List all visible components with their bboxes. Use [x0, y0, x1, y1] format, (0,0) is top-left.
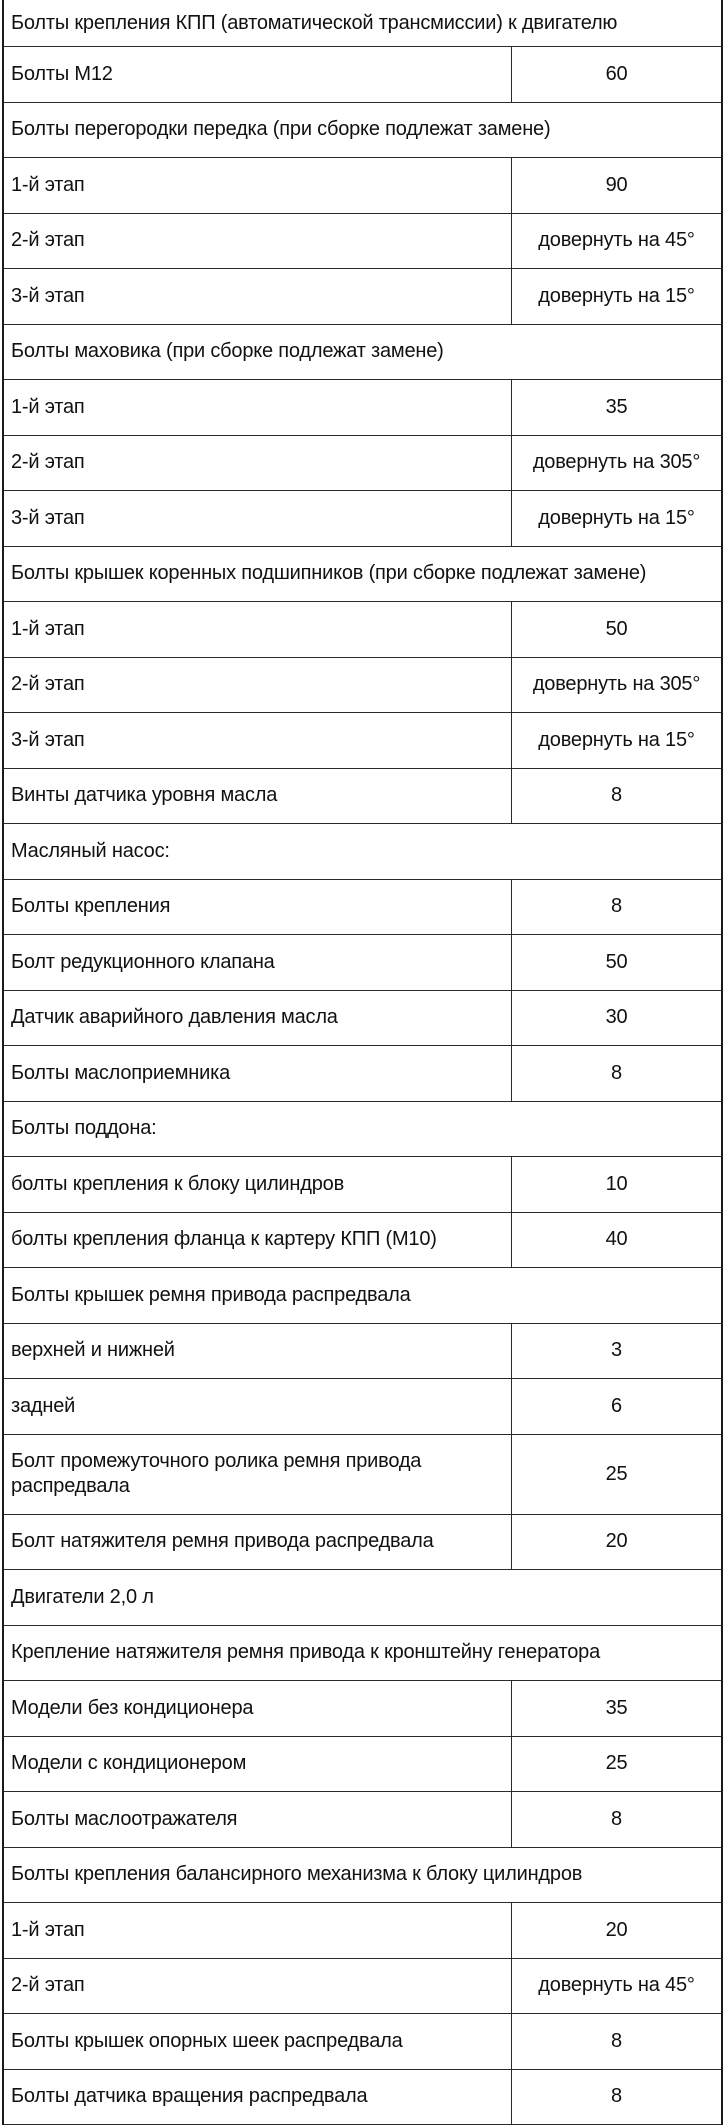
section-header-row: [4, 0, 721, 47]
section-header-row: [4, 1268, 721, 1324]
row-value: 8: [512, 1046, 721, 1101]
row-label: Болты крепления: [4, 880, 512, 935]
table-row: [4, 602, 721, 658]
row-label: 2-й этап: [4, 658, 512, 713]
section-header-label: Болты маховика (при сборке подлежат замене): [4, 325, 721, 380]
section-header-label: Болты крепления КПП (автоматической трансмиссии) к двигателю: [4, 0, 721, 46]
table-row: [4, 1681, 721, 1737]
section-header-label: Болты крышек ремня привода распредвала: [4, 1268, 721, 1323]
row-value: 50: [512, 602, 721, 657]
table-row: [4, 1435, 721, 1515]
section-header-row: [4, 103, 721, 159]
section-header-row: [4, 1102, 721, 1158]
section-header-label: Масляный насос:: [4, 824, 721, 879]
table-row: [4, 880, 721, 936]
table-row: [4, 1046, 721, 1102]
row-label: 1-й этап: [4, 380, 512, 435]
row-value: довернуть на 45°: [512, 1959, 721, 2014]
row-label: 1-й этап: [4, 158, 512, 213]
row-label: Болты датчика вращения распредвала: [4, 2070, 512, 2125]
section-header-label: Болты крепления балансирного механизма к блоку цилиндров: [4, 1848, 721, 1903]
table-row: [4, 2014, 721, 2070]
row-label: Модели с кондиционером: [4, 1737, 512, 1792]
row-label: Модели без кондиционера: [4, 1681, 512, 1736]
row-label: Болты маслоотражателя: [4, 1792, 512, 1847]
row-value: довернуть на 305°: [512, 658, 721, 713]
section-header-row: [4, 547, 721, 603]
row-label: 3-й этап: [4, 269, 512, 324]
row-label: 3-й этап: [4, 491, 512, 546]
row-label: 3-й этап: [4, 713, 512, 768]
row-label: верхней и нижней: [4, 1324, 512, 1379]
row-value: 40: [512, 1213, 721, 1268]
section-header-label: Болты перегородки передка (при сборке подлежат замене): [4, 103, 721, 158]
row-label: болты крепления фланца к картеру КПП (М10): [4, 1213, 512, 1268]
row-value: 30: [512, 991, 721, 1046]
row-label: Болты крышек опорных шеек распредвала: [4, 2014, 512, 2069]
row-value: 20: [512, 1515, 721, 1570]
row-value: довернуть на 305°: [512, 436, 721, 491]
table-row: [4, 1959, 721, 2015]
row-value: 20: [512, 1903, 721, 1958]
row-label: 2-й этап: [4, 436, 512, 491]
table-row: [4, 2070, 721, 2125]
table-row: [4, 158, 721, 214]
table-row: [4, 1324, 721, 1380]
row-label: Болт промежуточного ролика ремня привода распредвала: [4, 1435, 512, 1514]
row-value: довернуть на 45°: [512, 214, 721, 269]
row-label: 2-й этап: [4, 1959, 512, 2014]
row-value: 8: [512, 769, 721, 824]
table-row: [4, 491, 721, 547]
row-value: 25: [512, 1435, 721, 1514]
row-label: 2-й этап: [4, 214, 512, 269]
row-value: довернуть на 15°: [512, 491, 721, 546]
table-row: [4, 713, 721, 769]
row-label: Датчик аварийного давления масла: [4, 991, 512, 1046]
row-value: 35: [512, 1681, 721, 1736]
row-value: 10: [512, 1157, 721, 1212]
section-header-row: [4, 1570, 721, 1626]
table-row: [4, 658, 721, 714]
row-label: Болты маслоприемника: [4, 1046, 512, 1101]
table-row: [4, 1157, 721, 1213]
row-label: задней: [4, 1379, 512, 1434]
table-row: [4, 269, 721, 325]
table-row: [4, 1737, 721, 1793]
row-value: 8: [512, 880, 721, 935]
table-row: [4, 769, 721, 825]
row-value: довернуть на 15°: [512, 713, 721, 768]
table-row: [4, 991, 721, 1047]
row-label: Болт редукционного клапана: [4, 935, 512, 990]
table-row: [4, 1213, 721, 1269]
table-row: [4, 47, 721, 103]
row-value: 90: [512, 158, 721, 213]
row-label: Болт натяжителя ремня привода распредвала: [4, 1515, 512, 1570]
row-value: 60: [512, 47, 721, 102]
row-value: 6: [512, 1379, 721, 1434]
section-header-row: [4, 1626, 721, 1682]
table-row: [4, 1379, 721, 1435]
torque-spec-table: [2, 0, 723, 2125]
row-value: 3: [512, 1324, 721, 1379]
section-header-label: Болты крышек коренных подшипников (при сборке подлежат замене): [4, 547, 721, 602]
row-value: 8: [512, 2014, 721, 2069]
row-label: 1-й этап: [4, 602, 512, 657]
row-value: 8: [512, 2070, 721, 2125]
row-value: 35: [512, 380, 721, 435]
row-value: 8: [512, 1792, 721, 1847]
row-label: болты крепления к блоку цилиндров: [4, 1157, 512, 1212]
table-row: [4, 1792, 721, 1848]
row-value: 25: [512, 1737, 721, 1792]
row-value: 50: [512, 935, 721, 990]
table-row: [4, 1903, 721, 1959]
table-row: [4, 436, 721, 492]
row-value: довернуть на 15°: [512, 269, 721, 324]
section-header-label: Крепление натяжителя ремня привода к кронштейну генератора: [4, 1626, 721, 1681]
table-row: [4, 935, 721, 991]
row-label: Болты М12: [4, 47, 512, 102]
section-header-row: [4, 824, 721, 880]
table-row: [4, 1515, 721, 1571]
table-row: [4, 380, 721, 436]
row-label: Винты датчика уровня масла: [4, 769, 512, 824]
section-header-row: [4, 325, 721, 381]
table-row: [4, 214, 721, 270]
section-header-row: [4, 1848, 721, 1904]
section-header-label: Двигатели 2,0 л: [4, 1570, 721, 1625]
row-label: 1-й этап: [4, 1903, 512, 1958]
section-header-label: Болты поддона:: [4, 1102, 721, 1157]
